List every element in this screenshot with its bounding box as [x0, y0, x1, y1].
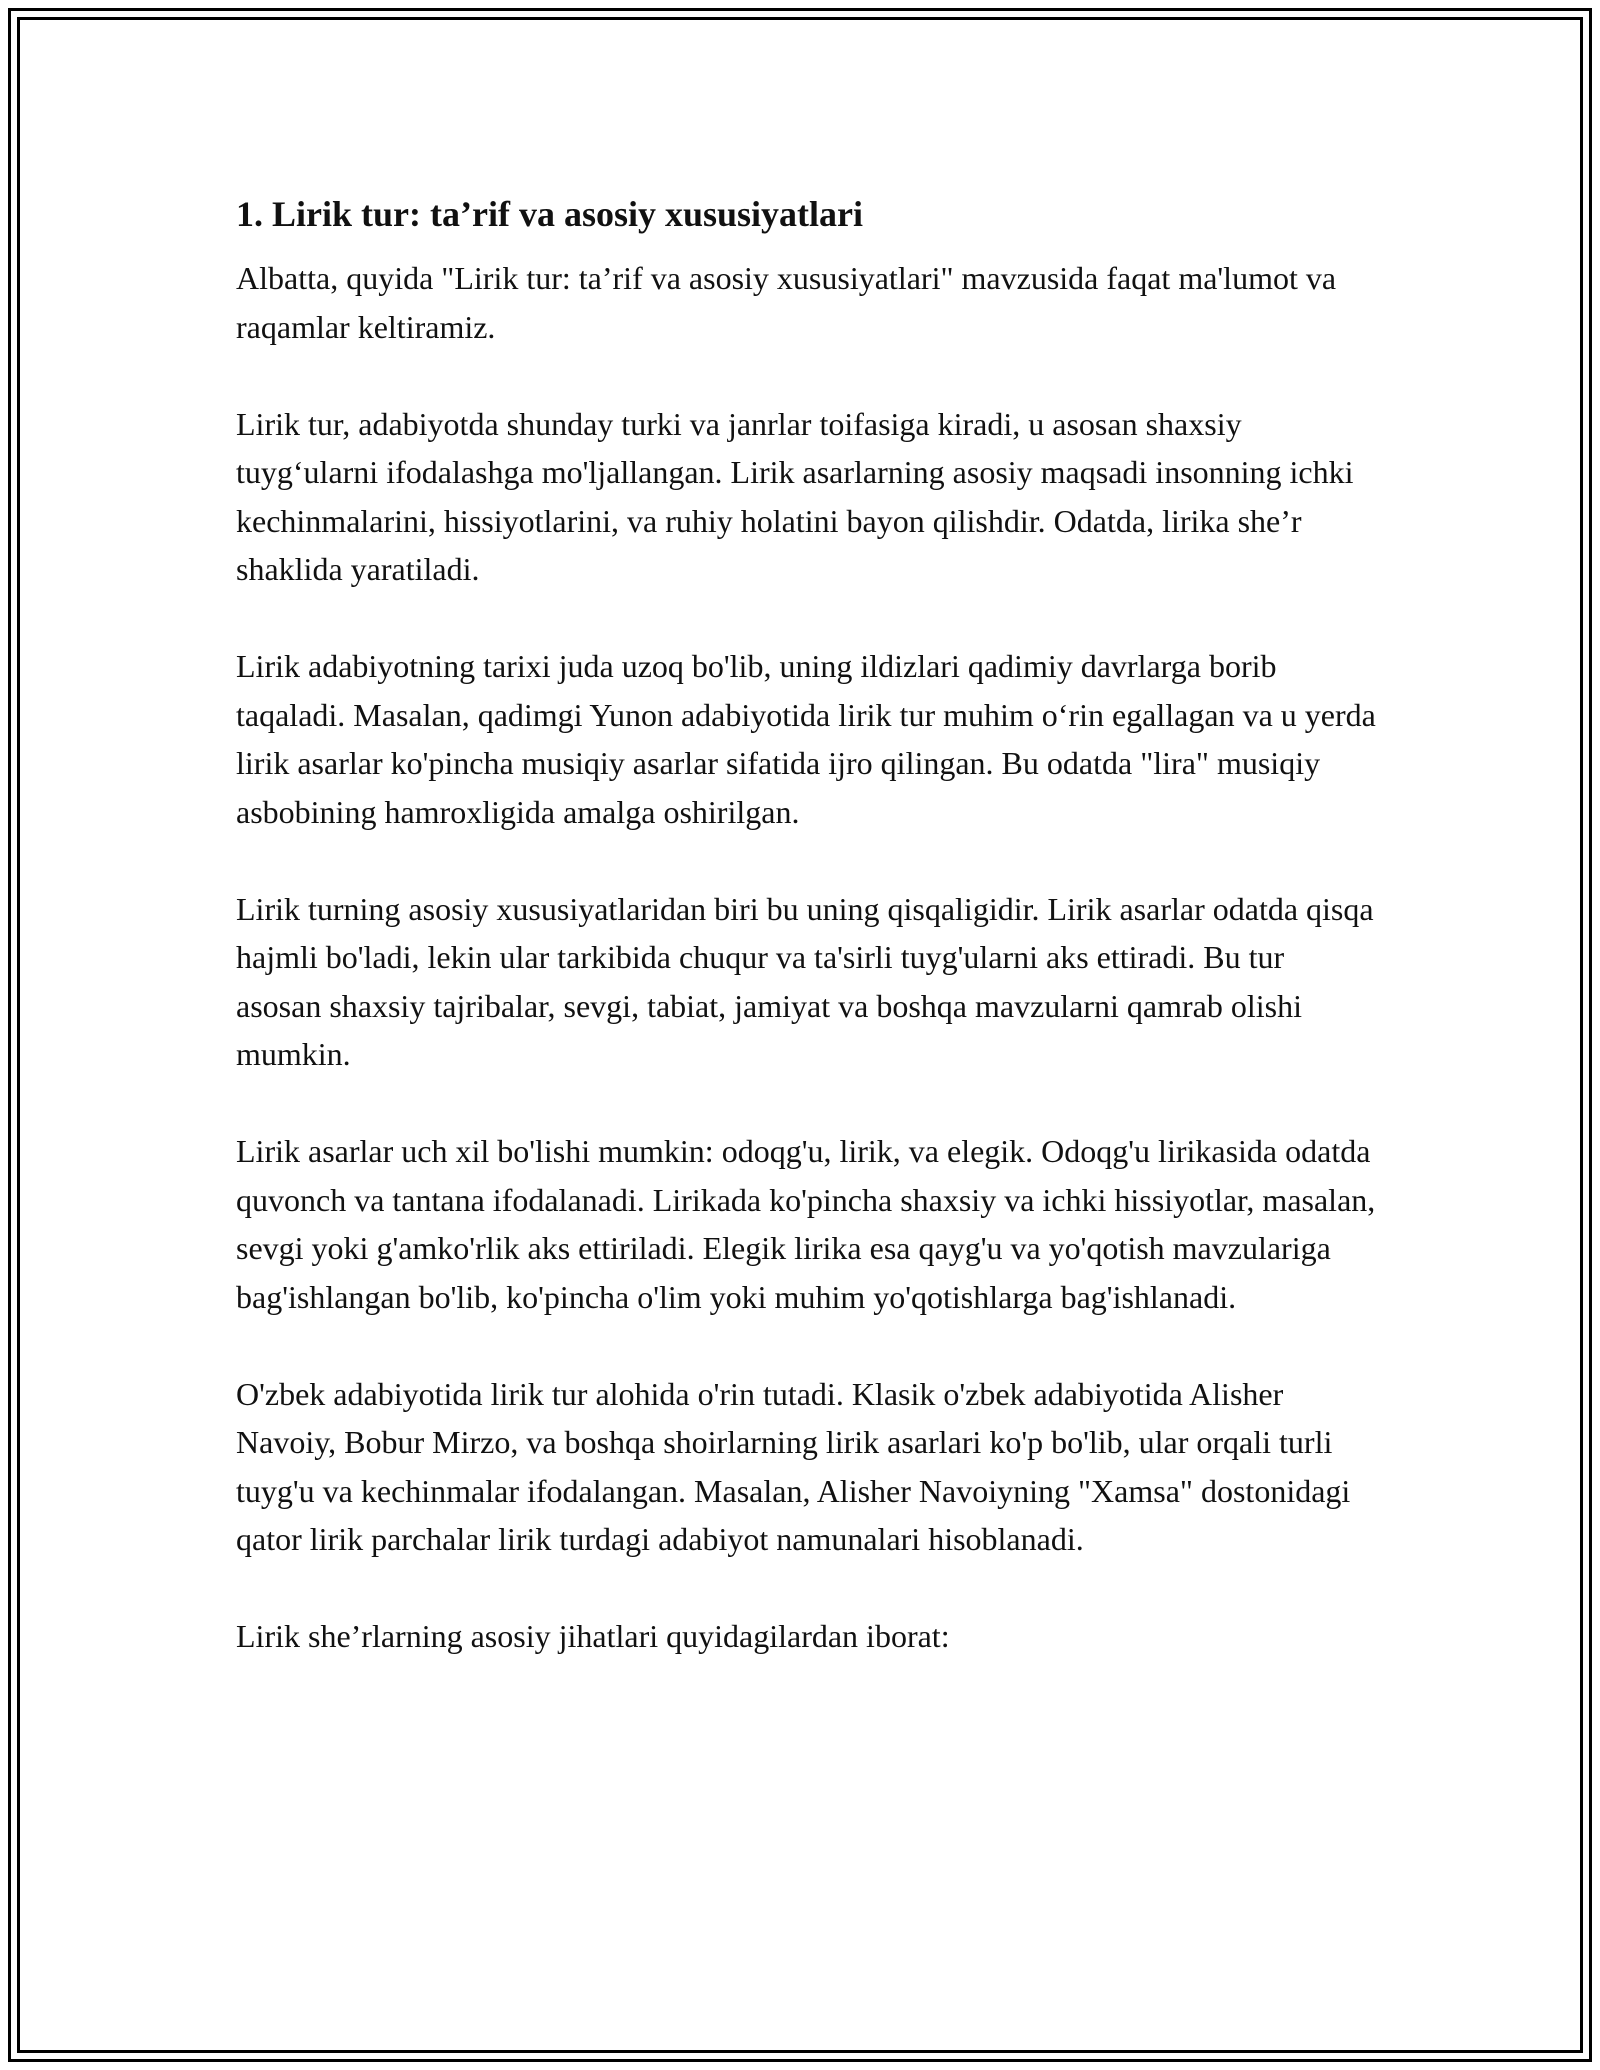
paragraph-aspects-lead: Lirik she’rlarning asosiy jihatlari quyidagilardan iborat:: [236, 1618, 950, 1654]
section-heading: 1. Lirik tur: ta’rif va asosiy xususiyatlari: [236, 194, 863, 234]
paragraph-uzbek-literature: O'zbek adabiyotida lirik tur alohida o'rin tutadi. Klasik o'zbek adabiyotida Alisher Navoiy, Bobur Mirzo, va boshqa shoirlarning lirik asarlari ko'p bo'lib, ular orqali turli tuyg'u va kechinmalar ifodalangan. Masalan, Alisher Navoiyning "Xamsa" dostonidagi qator lirik parchalar lirik turdagi adabiyot namunalari hisoblanadi.: [236, 1375, 1351, 1557]
document-body: [236, 188, 1376, 1709]
paragraph-intro: Albatta, quyida "Lirik tur: ta’rif va asosiy xususiyatlari" mavzusida faqat ma'lumot va raqamlar keltiramiz.: [236, 260, 1337, 345]
paragraph-history: Lirik adabiyotning tarixi juda uzoq bo'lib, uning ildizlari qadimiy davrlarga borib taqaladi. Masalan, qadimgi Yunon adabiyotida lirik tur muhim o‘rin egallagan va u yerda lirik asarlar ko'pincha musiqiy asarlar sifatida ijro qilingan. Bu odatda "lira" musiqiy asbobining hamroxligida amalga oshirilgan.: [236, 648, 1376, 830]
paragraph-features: Lirik turning asosiy xususiyatlaridan biri bu uning qisqaligidir. Lirik asarlar odatda qisqa hajmli bo'ladi, lekin ular tarkibida chuqur va ta'sirli tuyg'ularni aks ettiradi. Bu tur asosan shaxsiy tajribalar, sevgi, tabiat, jamiyat va boshqa mavzularni qamrab olishi mumkin.: [236, 890, 1374, 1072]
paragraph-types: Lirik asarlar uch xil bo'lishi mumkin: odoqg'u, lirik, va elegik. Odoqg'u lirikasida odatda quvonch va tantana ifodalanadi. Lirikada ko'pincha shaxsiy va ichki hissiyotlar, masalan, sevgi yoki g'amko'rlik aks ettiriladi. Elegik lirika esa qayg'u va yo'qotish mavzulariga bag'ishlangan bo'lib, ko'pincha o'lim yoki muhim yo'qotishlarga bag'ishlanadi.: [236, 1133, 1376, 1315]
paragraph-definition: Lirik tur, adabiyotda shunday turki va janrlar toifasiga kiradi, u asosan shaxsiy tuyg‘ularni ifodalashga mo'ljallangan. Lirik asarlarning asosiy maqsadi insonning ichki kechinmalarini, hissiyotlarini, va ruhiy holatini bayon qilishdir. Odatda, lirika she’r shaklida yaratiladi.: [236, 405, 1354, 587]
